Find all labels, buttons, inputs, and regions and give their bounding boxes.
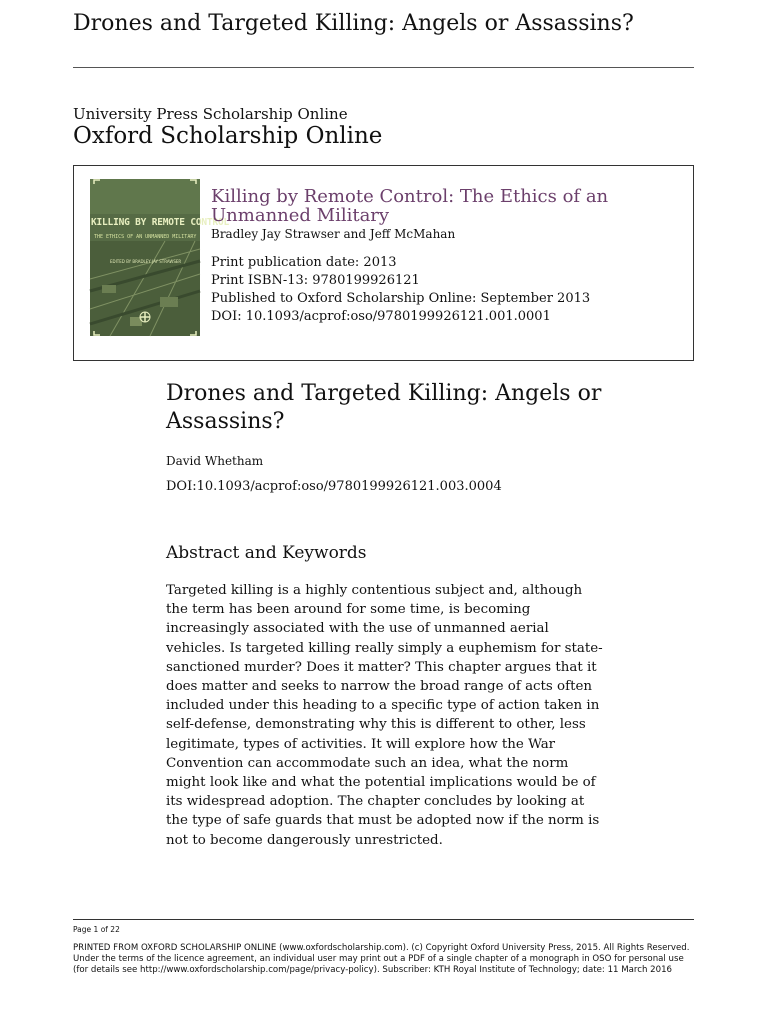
publisher-name: Oxford Scholarship Online xyxy=(73,123,383,149)
book-doi: DOI: 10.1093/acprof:oso/9780199926121.001.0001 xyxy=(211,309,551,324)
abstract-body: Targeted killing is a highly contentious subject and, although the term has been around for some time, is becoming increasingly associated with the use of unmanned aerial vehicles. Is targeted killing really simply a euphemism for state-sanctioned murder? Does it matter? This chapter argues that it does matter and seeks to narrow the broad range of acts often included under this heading to a specific type of action taken in self-defense, demonstrating why this is different to other, less legitimate, types of activities. It will explore how the War Convention can accommodate such an idea, what the norm might look like and what the potential implications would be of its widespread adoption. The chapter concludes by looking at the type of safe guards that must be adopted now if the norm is not to become dangerously unrestricted. xyxy=(166,583,603,848)
print-isbn: Print ISBN-13: 9780199926121 xyxy=(211,273,420,288)
header-divider xyxy=(73,67,694,68)
book-title: Killing by Remote Control: The Ethics of an Unmanned Military xyxy=(211,186,609,226)
page-number: Page 1 of 22 xyxy=(73,925,120,934)
copyright-notice: PRINTED FROM OXFORD SCHOLARSHIP ONLINE (www.oxfordscholarship.com). (c) Copyright Oxford University Press, 2015. All Rights Reserved. Under the terms of the licence agreement, an individual user may print out a PDF of a single chapter of a monograph in OSO for personal use (for details see http://www.oxfordscholarship.com/page/privacy-policy). Subscriber: KTH Royal Institute of Technology; date: 11 March 2016 xyxy=(73,943,690,975)
print-publication-date: Print publication date: 2013 xyxy=(211,255,397,270)
book-cover-image xyxy=(90,179,229,336)
book-info-box xyxy=(73,165,694,361)
running-title: Drones and Targeted Killing: Angels or Assassins? xyxy=(73,11,634,36)
book-authors: Bradley Jay Strawser and Jeff McMahan xyxy=(211,227,456,241)
footer-divider xyxy=(73,919,694,920)
cover-title: KILLING BY REMOTE CONTROL xyxy=(91,217,229,228)
publisher-line: University Press Scholarship Online xyxy=(73,105,348,123)
oso-publication-date: Published to Oxford Scholarship Online: September 2013 xyxy=(211,291,591,306)
cover-editors: EDITED BY BRADLEY JAY STRAWSER xyxy=(110,259,182,264)
chapter-author: David Whetham xyxy=(166,454,264,468)
cover-artwork xyxy=(90,179,229,336)
cover-subtitle: THE ETHICS OF AN UNMANNED MILITARY xyxy=(94,234,197,240)
chapter-doi: DOI:10.1093/acprof:oso/9780199926121.003.0004 xyxy=(166,479,502,494)
chapter-title: Drones and Targeted Killing: Angels or Assassins? xyxy=(166,381,602,434)
abstract-heading: Abstract and Keywords xyxy=(166,543,367,563)
